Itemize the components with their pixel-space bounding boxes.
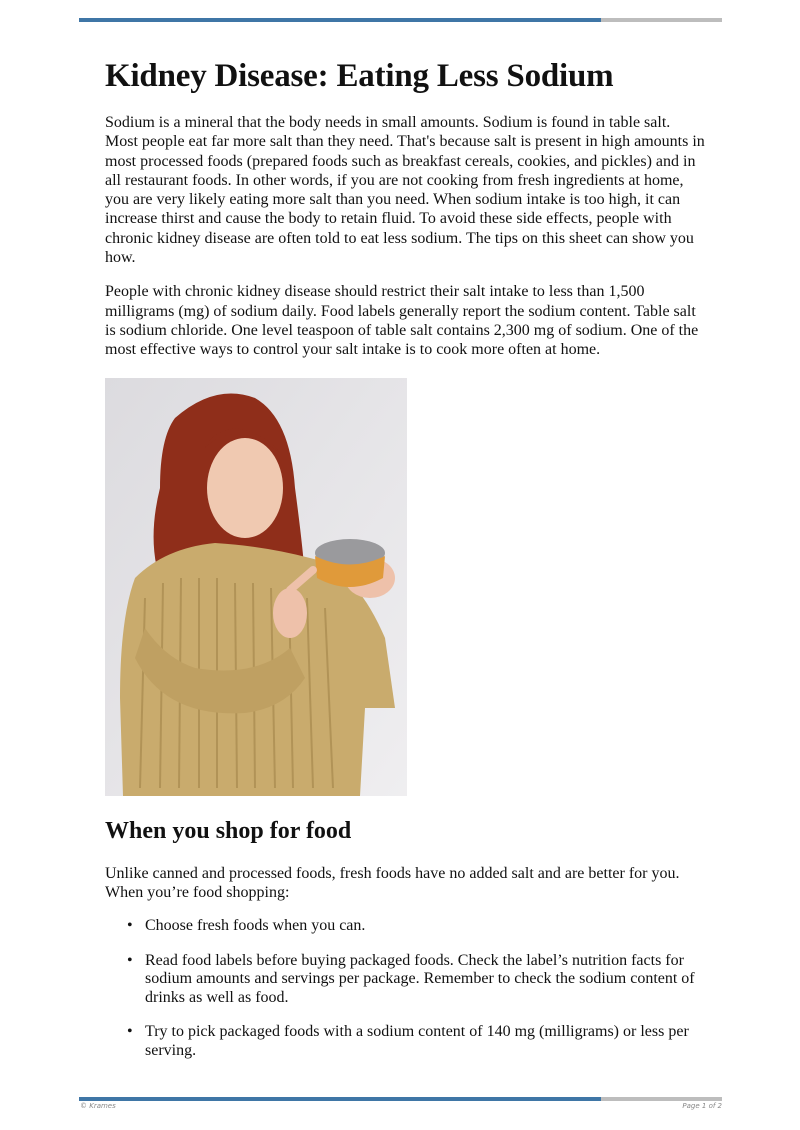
photo-illustration (105, 378, 407, 796)
list-item: • Choose fresh foods when you can. (145, 917, 705, 936)
footer-page-number: Page 1 of 2 (682, 1102, 722, 1110)
section-intro: Unlike canned and processed foods, fresh foods have no added salt and are better for you. When you’re food shopping: (105, 864, 680, 901)
shopping-tips-list (105, 917, 705, 1060)
top-bar-track (601, 18, 722, 22)
top-bar-accent (79, 18, 601, 22)
document-content (105, 54, 705, 1076)
page-title: Kidney Disease: Eating Less Sodium (105, 58, 614, 94)
intro-paragraph: Sodium is a mineral that the body needs in small amounts. Sodium is found in table salt. Most people eat far more salt than they need. That's because salt is present in high amounts in most processed foods (prepared foods such as breakfast cereals, cookies, and pickles) and in all restaurant foods. In other words, if you are not cooking from fresh ingredients at home, you are very likely eating more salt than you need. When sodium intake is too high, it can increase thirst and cause the body to retain fluid. To avoid these side effects, people with chronic kidney disease are often told to eat less sodium. The tips on this sheet can show you how. (105, 114, 705, 267)
top-progress-bar (79, 18, 722, 22)
footer-copyright: © Krames (80, 1102, 116, 1110)
list-item: • Read food labels before buying packaged foods. Check the label’s nutrition facts for sodium amounts and servings per package. Remember to check the sodium content of drinks as well as food. (145, 952, 705, 1008)
bottom-bar-track (601, 1097, 722, 1101)
list-item: • Try to pick packaged foods with a sodium content of 140 mg (milligrams) or less per serving. (145, 1023, 705, 1060)
bottom-progress-bar (79, 1097, 722, 1101)
woman-reading-can-photo (105, 378, 407, 796)
bottom-bar-accent (79, 1097, 601, 1101)
face-shape (207, 438, 283, 538)
sodium-limit-paragraph: People with chronic kidney disease should restrict their salt intake to less than 1,500 milligrams (mg) of sodium daily. Food labels generally report the sodium content. Table salt is sodium chloride. One level teaspoon of table salt contains 2,300 mg of sodium. One of the most effective ways to control your salt intake is to cook more often at home. (105, 283, 699, 359)
section-heading: When you shop for food (105, 817, 352, 844)
